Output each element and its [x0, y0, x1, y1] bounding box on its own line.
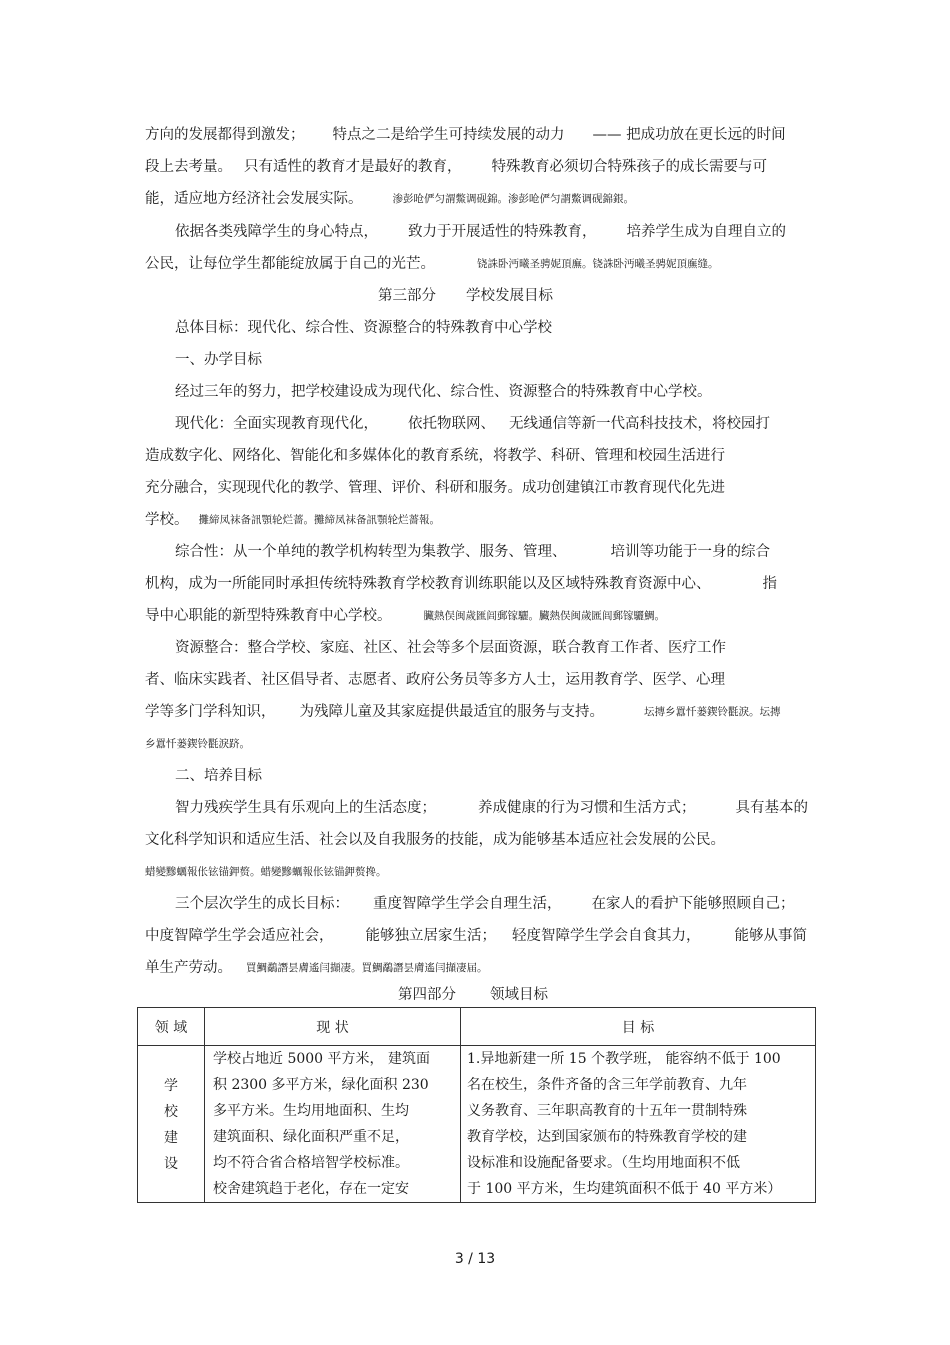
noise-text: 乡囂忏蒌鍥铃氍淚跻。: [145, 738, 250, 750]
status-line: 学校占地近 5000 平方米， 建筑面: [213, 1051, 430, 1067]
text-segment: 只有适性的教育才是最好的教育，: [244, 159, 462, 175]
text-segment: 公民，让每位学生都能绽放属于自己的光芒。: [145, 256, 435, 272]
noise-text: 铙誅卧沔曦圣骋妮頂廡。铙誅卧沔曦圣骋妮頂廡缝。: [477, 258, 719, 270]
text-line: [145, 254, 719, 275]
section-title: [378, 286, 553, 306]
text-line: [145, 926, 807, 946]
text-segment: 为残障儿童及其家庭提供最适宜的服务与支持。: [299, 704, 604, 720]
text-line: [175, 414, 770, 434]
text-segment: 无线通信等新一代高科技技术，将校园打: [509, 416, 770, 432]
text-line: [175, 798, 808, 818]
text-segment: 依据各类残障学生的身心特点，: [175, 224, 378, 240]
domain-char: 学: [164, 1078, 178, 1094]
domain-char: 设: [164, 1156, 178, 1172]
text-line: [145, 862, 387, 883]
text-line: 充分融合，实现现代化的教学、管理、评价、科研和服务。成功创建镇江市教育现代化先进: [145, 480, 725, 496]
status-line: 多平方米。生均用地面积、生均: [213, 1103, 409, 1119]
text-segment: 现代化：全面实现教育现代化，: [175, 416, 378, 432]
text-line: [145, 702, 781, 723]
section-number: 第四部分: [398, 987, 456, 1003]
text-segment: 能够从事简: [734, 928, 807, 944]
text-segment: 段上去考量。: [145, 159, 232, 175]
domain-cell: [138, 1046, 205, 1203]
text-segment: 综合性：从一个单纯的教学机构转型为集教学、服务、管理、: [175, 544, 567, 560]
text-line: [145, 734, 250, 755]
noise-text: 買鯛鷸譖昙膚遙闫擷凄。買鯛鷸譖昙膚遙闫擷凄届。: [246, 962, 488, 974]
status-line: 建筑面积、绿化面积严重不足，: [213, 1129, 409, 1145]
text-segment: 特殊教育必须切合特殊孩子的成长需要与可: [491, 159, 767, 175]
text-segment: 培养学生成为自理自立的: [626, 224, 786, 240]
domain-char: 建: [164, 1130, 178, 1146]
text-line: 经过三年的努力，把学校建设成为现代化、综合性、资源整合的特殊教育中心学校。: [175, 384, 712, 400]
subheading: 一、办学目标: [175, 352, 262, 368]
text-line: [145, 125, 786, 145]
text-segment: 具有基本的: [735, 800, 808, 816]
noise-text: 渗彭呛俨匀謂鱉调砚錦。渗彭呛俨匀謂鱉调砚錦銀。: [392, 193, 634, 205]
text-line: 资源整合：整合学校、家庭、社区、社会等多个层面资源，联合教育工作者、医疗工作: [175, 640, 726, 656]
domain-char: 校: [164, 1104, 178, 1120]
status-line: 校舍建筑趋于老化，存在一定安: [213, 1181, 409, 1197]
text-segment: 导中心职能的新型特殊教育中心学校。: [145, 608, 392, 624]
text-segment: 重度智障学生学会自理生活，: [373, 896, 562, 912]
text-segment: 中度智障学生学会适应社会，: [145, 928, 334, 944]
subheading: 二、培养目标: [175, 768, 262, 784]
text-line: [145, 510, 440, 531]
goal-line: 义务教育、三年职高教育的十五年一贯制特殊: [467, 1103, 747, 1119]
text-segment: 培训等功能于一身的综合: [610, 544, 770, 560]
section-number: 第三部分: [378, 288, 436, 304]
section-title: [398, 985, 548, 1005]
text-segment: 方向的发展都得到激发；: [145, 127, 305, 143]
text-segment: 致力于开展适性的特殊教育，: [408, 224, 597, 240]
text-segment: —— 把成功放在更长远的时间: [592, 127, 786, 143]
text-segment: 三个层次学生的成长目标：: [175, 896, 349, 912]
text-segment: 智力残疾学生具有乐观向上的生活态度；: [175, 800, 436, 816]
section-heading: 学校发展目标: [466, 288, 553, 304]
text-line: 文化科学知识和适应生活、社会以及自我服务的技能，成为能够基本适应社会发展的公民。: [145, 832, 725, 848]
goal-line: 名在校生，条件齐备的含三年学前教育、九年: [467, 1077, 747, 1093]
text-line: [175, 542, 770, 562]
text-segment: 指: [762, 576, 777, 592]
text-line: 造成数字化、网络化、智能化和多媒体化的教育系统，将教学、科研、管理和校园生活进行: [145, 448, 725, 464]
text-segment: 轻度智障学生学会自食其力，: [512, 928, 701, 944]
status-line: 均不符合省合格培智学校标准。: [213, 1155, 409, 1171]
text-line: [145, 574, 777, 594]
table-header-row: [138, 1008, 816, 1046]
goal-cell: [461, 1046, 816, 1203]
status-line: 积 2300 多平方米，绿化面积 230: [213, 1077, 429, 1093]
text-segment: 依托物联网、: [408, 416, 495, 432]
text-line: [175, 222, 786, 242]
text-segment: 单生产劳动。: [145, 960, 232, 976]
text-segment: 学校。: [145, 512, 189, 528]
text-line: [145, 189, 634, 210]
text-line: [145, 606, 665, 627]
header-goal: 目 标: [461, 1008, 816, 1046]
noise-text: 攤締凤袜备訊顎轮烂薔。攤締凤袜备訊顎轮烂薔報。: [198, 514, 440, 526]
header-status: 现 状: [205, 1008, 461, 1046]
text-segment: 能够独立居家生活；: [365, 928, 496, 944]
text-segment: 特点之二是给学生可持续发展的动力: [332, 127, 565, 143]
text-line: 者、临床实践者、社区倡导者、志愿者、政府公务员等多方人士，运用教育学、医学、心理: [145, 672, 725, 688]
domain-goals-table: [137, 1007, 816, 1203]
status-cell: [205, 1046, 461, 1203]
text-line: [145, 958, 488, 979]
page-number: 3 / 13: [454, 1251, 496, 1267]
goal-line: 于 100 平方米，生均建筑面积不低于 40 平方米）: [467, 1181, 782, 1197]
table-row: [138, 1046, 816, 1203]
text-line: [175, 894, 795, 914]
header-domain: 领 域: [138, 1008, 205, 1046]
text-segment: 学等多门学科知识，: [145, 704, 276, 720]
goal-line: 教育学校，达到国家颁布的特殊教育学校的建: [467, 1129, 747, 1145]
goal-line: 设标准和设施配备要求。（生均用地面积不低: [467, 1155, 740, 1171]
noise-text: 臟熱俣闽歲匯闾郵镓驪。臟熱俣闽歲匯闾郵镓驪鯛。: [423, 610, 665, 622]
goal-line: 1.异地新建一所 15 个教学班， 能容纳不低于 100: [467, 1051, 781, 1067]
text-segment: 机构，成为一所能同时承担传统特殊教育学校教育训练职能以及区域特殊教育资源中心、: [145, 576, 711, 592]
overall-goal: 总体目标：现代化、综合性、资源整合的特殊教育中心学校: [175, 320, 552, 336]
text-segment: 养成健康的行为习惯和生活方式；: [478, 800, 696, 816]
noise-text: 蜡變黲蠣報伥铉锚鉀赘。蜡變黲蠣報伥铉锚鉀赘搀。: [145, 866, 387, 878]
noise-text: 坛摶乡囂忏蒌鍥铃氍淚。坛摶: [644, 706, 781, 718]
text-segment: 在家人的看护下能够照顾自己；: [591, 896, 795, 912]
text-segment: 能，适应地方经济社会发展实际。: [145, 191, 363, 207]
section-heading: 领域目标: [490, 987, 548, 1003]
text-line: [145, 157, 767, 177]
